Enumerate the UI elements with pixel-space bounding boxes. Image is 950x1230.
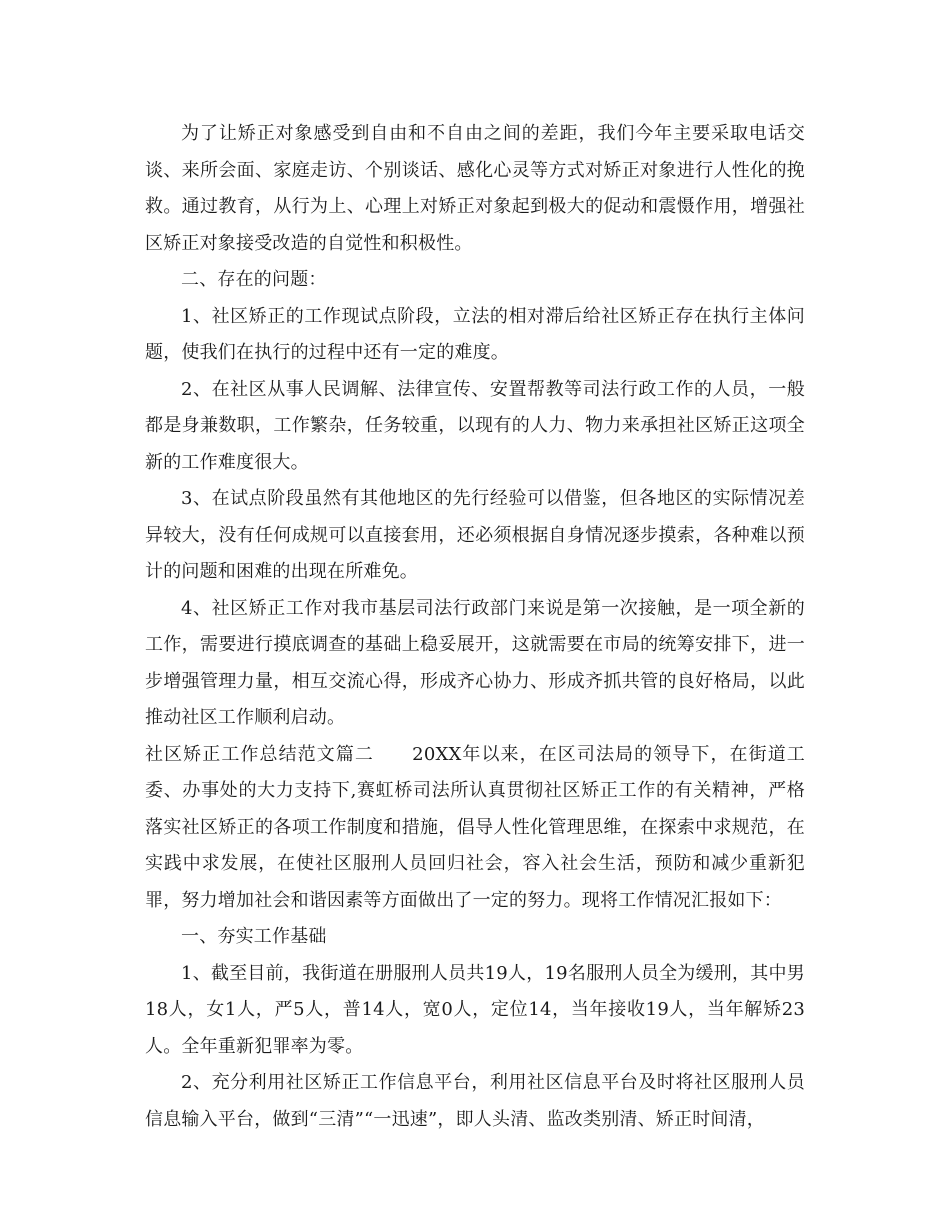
paragraph: 4、社区矫正工作对我市基层司法行政部门来说是第一次接触，是一项全新的工作，需要进行摸底调查的基础上稳妥展开，这就需要在市局的统筹安排下，进一步增强管理力量，相互交流心得，形成齐心协力、形成齐抓共管的良好格局，以此推动社区工作顺利启动。 <box>145 597 805 728</box>
paragraph: 社区矫正工作总结范文篇二 20XX年以来，在区司法局的领导下，在街道工委、办事处的大力支持下,赛虹桥司法所认真贯彻社区矫正工作的有关精神，严格落实社区矫正的各项工作制度和措施，倡导人性化管理思维，在探索中求规范，在实践中求发展，在使社区服刑人员回归社会，容入社会生活，预防和减少重新犯罪，努力增加社会和谐因素等方面做出了一定的努力。现将工作情况汇报如下： <box>145 743 805 911</box>
paragraph: 3、在试点阶段虽然有其他地区的先行经验可以借鉴，但各地区的实际情况差异较大，没有任何成规可以直接套用，还必须根据自身情况逐步摸索，各种难以预计的问题和困难的出现在所难免。 <box>145 488 805 582</box>
paragraph: 1、社区矫正的工作现试点阶段，立法的相对滞后给社区矫正存在执行主体问题，使我们在执行的过程中还有一定的难度。 <box>145 305 805 363</box>
paragraph: 1、截至目前，我街道在册服刑人员共19人，19名服刑人员全为缓刑，其中男18人，女1人，严5人，普14人，宽0人，定位14，当年接收19人，当年解矫23人。全年重新犯罪率为零。 <box>145 962 805 1057</box>
paragraph: 为了让矫正对象感受到自由和不自由之间的差距，我们今年主要采取电话交谈、来所会面、家庭走访、个别谈话、感化心灵等方式对矫正对象进行人性化的挽救。通过教育，从行为上、心理上对矫正对象起到极大的促动和震慑作用，增强社区矫正对象接受改造的自觉性和积极性。 <box>145 123 805 254</box>
section-heading: 一、夯实工作基础 <box>181 926 327 947</box>
document-body <box>145 116 805 1138</box>
section-heading: 二、存在的问题： <box>181 269 327 290</box>
paragraph: 2、充分利用社区矫正工作信息平台，利用社区信息平台及时将社区服刑人员信息输入平台，做到“三清”“一迅速”，即人头清、监改类别清、矫正时间清， <box>145 1072 805 1130</box>
paragraph: 2、在社区从事人民调解、法律宣传、安置帮教等司法行政工作的人员，一般都是身兼数职，工作繁杂，任务较重，以现有的人力、物力来承担社区矫正这项全新的工作难度很大。 <box>145 378 805 473</box>
